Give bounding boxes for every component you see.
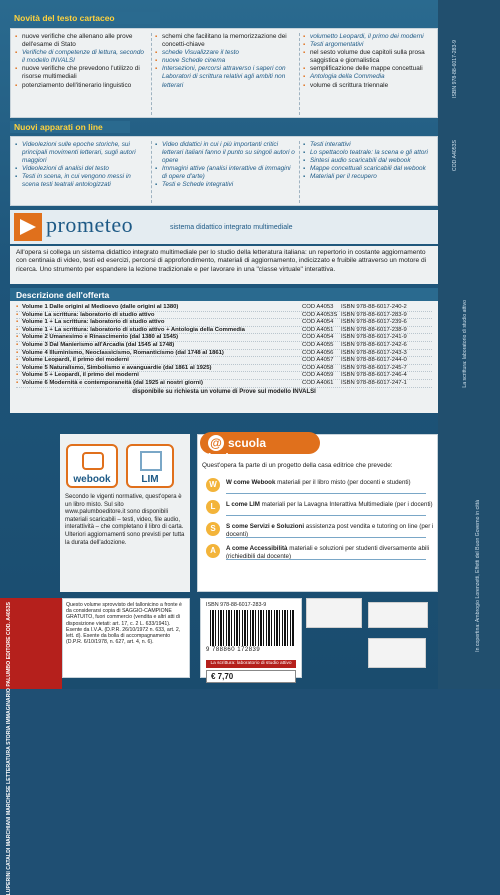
- scuola-item-title: L come LIM: [226, 501, 260, 508]
- apparati-panel: [10, 136, 438, 206]
- novita-item: ▪ potenziamento dell'itinerario linguistico: [15, 82, 147, 90]
- catalog-text: LUPERINI CATALDI MARCHIANI MARCHESE LETTERATURA STORIA IMMAGINARIO PALUMBO EDITORE COD. A4053S: [6, 602, 12, 895]
- apparati-item: ▪ Mappe concettuali scaricabili dal webook: [303, 165, 435, 173]
- volume-cod: COD A4053: [302, 304, 334, 310]
- table-row: [16, 327, 432, 335]
- offerta-note: disponibile su richiesta un volume di Prove sul modello INVALSI: [132, 388, 316, 395]
- novita-header: Novità del testo cartaceo: [10, 12, 160, 24]
- volume-title: ▪ Volume 2 Umanesimo e Rinascimento (dal 1380 al 1545): [22, 334, 277, 342]
- scuola-item: [206, 500, 434, 518]
- novita-item: ▪ nel sesto volume due capitoli sulla prosa saggistica e giornalistica: [303, 49, 435, 65]
- divider: [299, 141, 300, 203]
- prometeo-subtitle: sistema didattico integrato multimediale: [170, 224, 293, 231]
- lim-label: LIM: [141, 474, 159, 485]
- table-row: [16, 350, 432, 358]
- volume-cod: COD A4059: [302, 372, 334, 379]
- apparati-item: ▪ Video didattici in cui i più importanti critici letterari italiani fanno il punto su singoli autori o opere: [155, 141, 295, 165]
- apparati-item: ▪ Immagini attive (analisi interattive di immagini di opere d'arte): [155, 165, 295, 181]
- divider: [299, 33, 300, 115]
- scuola-insieme-title: scuola insieme: [208, 436, 267, 465]
- novita-panel: [10, 28, 438, 118]
- table-row: [16, 342, 432, 350]
- divider: [151, 33, 152, 115]
- scuola-intro: Quest'opera fa parte di un progetto della casa editrice che prevede:: [202, 462, 393, 469]
- legal-fine-print: Questo volume sprovvisto del tallonicino a fronte è da considerarsi copia di SAGGIO-CAMPIONE GRATUITO, fuori commercio (vendita e altri atti di disposizione vietati: art. 17, c. 2 L. 633/1941). Esente da I.V.A. (D.P.R. 26/10/1972 n. 633, art. 2, lett. d). Esente da bolla di accompagnamento (D.P.R. 6/10/1978, n. 627, art. 4, n. 6).: [62, 598, 190, 678]
- volume-cod: COD A4058: [302, 364, 334, 371]
- sticker: [306, 598, 362, 628]
- scuola-item: [206, 478, 434, 496]
- prometeo-title: prometeo: [46, 212, 134, 237]
- lim-badge: [126, 444, 174, 488]
- volume-isbn: ISBN 978-88-6017-245-7: [341, 364, 407, 371]
- apparati-item: ▪ Testi in scena, in cui vengono messi in scena testi teatrali antologizzati: [15, 173, 147, 189]
- side-cod: COD A4053S: [452, 140, 458, 172]
- divider: [226, 493, 426, 494]
- volume-cod: COD A4054: [302, 334, 334, 341]
- table-row: [16, 380, 432, 388]
- volume-cod: COD A4057: [302, 357, 334, 364]
- novita-item: ▪ volume di scrittura triennale: [303, 82, 435, 90]
- catalog-sticker: [0, 598, 62, 895]
- scuola-badge: L: [206, 500, 220, 514]
- novita-item: ▪ schede Visualizzare il testo: [155, 49, 295, 57]
- novita-item: ▪ Antologia della Commedia: [303, 73, 435, 81]
- volume-title: ▪ Volume 6 Modernità e contemporaneità (dal 1925 ai nostri giorni): [22, 380, 277, 388]
- prometeo-text: All'opera si collega un sistema didattico integrato multimediale per lo studio della letteratura italiana: un repertorio in costante aggiornamento con centinaia di video, testi ed esercizi, percorsi di approfondimento, materiali di aggiornamento, indicizzato e fruibile attraverso un motore di ricerca. Uno strumento per espandere la lezione tradizionale e per lavorare in una "classe virtuale" interattiva.: [10, 246, 438, 284]
- apparati-col-3: [303, 141, 435, 181]
- apparati-header: Nuovi apparati on line: [10, 121, 130, 133]
- apparati-col-1: [15, 141, 147, 190]
- novita-col-3: [303, 33, 435, 90]
- side-strip: [438, 0, 500, 689]
- novita-item: ▪ nuove verifiche che allenano alle prove dell'esame di Stato: [15, 33, 147, 49]
- novita-item: ▪ Testi argomentativi: [303, 41, 435, 49]
- scuola-item: [206, 522, 434, 540]
- volume-title: ▪ Volume 4 Illuminismo, Neoclassicismo, Romanticismo (dal 1748 al 1861): [22, 350, 277, 358]
- divider: [151, 141, 152, 203]
- volume-isbn: ISBN 978-88-6017-243-3: [341, 349, 407, 356]
- novita-item: ▪ nuove verifiche che prevedono l'utilizzo di risorse multimediali: [15, 65, 147, 81]
- sticker-area: [306, 598, 438, 678]
- volume-title: ▪ Volume 5 + Leopardi, il primo dei moderni: [22, 372, 277, 380]
- volume-isbn: ISBN 978-88-6017-241-9: [341, 334, 407, 341]
- apparati-item: ▪ Lo spettacolo teatrale: la scena e gli attori: [303, 149, 435, 157]
- novita-col-1: [15, 33, 147, 90]
- scuola-item-title: S come Servizi e Soluzioni: [226, 523, 305, 530]
- volume-cod: COD A4051: [302, 326, 334, 333]
- volume-title: ▪ Volume 3 Dal Manierismo all'Arcadia (dal 1545 al 1748): [22, 342, 277, 350]
- volume-isbn: ISBN 978-88-6017-283-9: [341, 311, 407, 318]
- volume-title: ▪ Volume 1 Dalle origini al Medioevo (dalle origini al 1380): [22, 304, 277, 312]
- webook-badge: [66, 444, 118, 488]
- apparati-item: ▪ Materiali per il recupero: [303, 173, 435, 181]
- novita-col-2: [155, 33, 295, 90]
- volume-title: ▪ Volume Leopardi, il primo dei moderni: [22, 357, 277, 365]
- scuola-item-text: materiali per la Lavagna Interattiva Multimediale (per i docenti): [261, 501, 433, 508]
- table-row: [16, 319, 432, 327]
- volume-isbn: ISBN 978-88-6017-240-2: [341, 304, 407, 310]
- scuola-item-text: materiali e soluzioni per studenti diversamente abili (richiedibili dal docente): [226, 545, 430, 560]
- table-row: [16, 357, 432, 365]
- scuola-item: [206, 544, 434, 562]
- norme-text: Secondo le vigenti normative, quest'opera è un libro misto. Sul sito www.palumboeditore.it sono disponibili materiali scaricabili – testi, video, file audio, interattività – che completano il libro di carta. Ulteriori aggiornamenti sono previsti per tutta la durata dell'adozione.: [60, 434, 190, 592]
- divider: [226, 515, 426, 516]
- scuola-item-text: materiali per il libro misto (per docenti e studenti): [277, 479, 411, 486]
- at-icon: @: [208, 435, 224, 451]
- webook-label: webook: [73, 474, 111, 485]
- volume-cod: COD A4061: [302, 379, 334, 386]
- sticker: [368, 602, 428, 628]
- volume-cod: COD A4054: [302, 319, 334, 326]
- offerta-table: [10, 301, 438, 413]
- volume-title: ▪ Volume 1 + La scrittura: laboratorio di studio attivo: [22, 319, 277, 327]
- volume-title: ▪ Volume 5 Naturalismo, Simbolismo e avanguardie (dal 1861 al 1925): [22, 365, 277, 373]
- novita-item: ▪ semplificazione delle mappe concettuali: [303, 65, 435, 73]
- novita-item: ▪ nuove Schede cinema: [155, 57, 295, 65]
- prometeo-logo-icon: [14, 213, 42, 241]
- apparati-col-2: [155, 141, 295, 190]
- volume-cod: COD A4055: [302, 341, 334, 348]
- table-row: [16, 312, 432, 320]
- apparati-item: ▪ Testi interattivi: [303, 141, 435, 149]
- table-row: [16, 304, 432, 312]
- sticker: [368, 638, 426, 668]
- table-row: [16, 334, 432, 342]
- scuola-item-text: assistenza post vendita e tutoring on line (per i docenti): [226, 523, 434, 538]
- scuola-item-title: A come Accessibilità: [226, 545, 288, 552]
- barcode-number: 9 788860 172839: [206, 647, 261, 653]
- volume-isbn: ISBN 978-88-6017-247-1: [341, 379, 407, 386]
- price: € 7,70: [206, 670, 296, 683]
- table-row: [16, 365, 432, 373]
- apparati-item: ▪ Videolezioni di analisi del testo: [15, 165, 147, 173]
- apparati-item: ▪ Testi e Schede integrativi: [155, 181, 295, 189]
- apparati-item: ▪ Videolezioni sulle epoche storiche, sui principali movimenti letterari, sugli autori maggiori: [15, 141, 147, 165]
- volume-isbn: ISBN 978-88-6017-246-4: [341, 372, 407, 379]
- offerta-header: Descrizione dell'offerta: [10, 288, 438, 301]
- barcode-icon: [210, 610, 294, 646]
- divider: [226, 559, 426, 560]
- scuola-badge: A: [206, 544, 220, 558]
- divider: [226, 537, 426, 538]
- side-credits: In copertina: Ambrogio Lorenzetti, Effetti del Buon Governo in città: [475, 500, 481, 652]
- volume-title: ▪ Volume 1 + La scrittura: laboratorio di studio attivo + Antologia della Commedia: [22, 327, 277, 335]
- whiteboard-icon: [140, 451, 162, 471]
- scuola-insieme-tab: [200, 432, 320, 465]
- apparati-item: ▪ Sintesi audio scaricabili dal webook: [303, 157, 435, 165]
- scuola-item-title: W come Webook: [226, 479, 276, 486]
- volume-cod: COD A4053S: [302, 311, 338, 318]
- table-row: [16, 372, 432, 380]
- volume-isbn: ISBN 978-88-6017-238-9: [341, 326, 407, 333]
- novita-item: ▪ volumetto Leopardi, il primo dei moderni: [303, 33, 435, 41]
- volume-title: ▪ Volume La scrittura: laboratorio di studio attivo: [22, 312, 277, 320]
- volume-isbn: ISBN 978-88-6017-239-6: [341, 319, 407, 326]
- novita-item: ▪ schemi che facilitano la memorizzazione dei concetti-chiave: [155, 33, 295, 49]
- scuola-badge: W: [206, 478, 220, 492]
- novita-item: ▪ Intersezioni, percorsi attraverso i saperi con Laboratori di scrittura relativi agli ambiti non letterari: [155, 65, 295, 89]
- volume-cod: COD A4056: [302, 349, 334, 356]
- side-isbn: ISBN 978-88-6017-283-9: [452, 40, 458, 98]
- side-series: La scrittura: laboratorio di studio attivo: [462, 300, 468, 388]
- novita-item: ▪ Verifiche di competenze di lettura, secondo il modello INVALSI: [15, 49, 147, 65]
- barcode-isbn: ISBN 978-88-6017-283-9: [206, 602, 267, 608]
- price-label: La scrittura: laboratorio di studio attivo: [206, 660, 296, 668]
- scuola-badge: S: [206, 522, 220, 536]
- volume-isbn: ISBN 978-88-6017-244-0: [341, 357, 407, 364]
- book-icon: [82, 452, 104, 470]
- volume-isbn: ISBN 978-88-6017-242-6: [341, 341, 407, 348]
